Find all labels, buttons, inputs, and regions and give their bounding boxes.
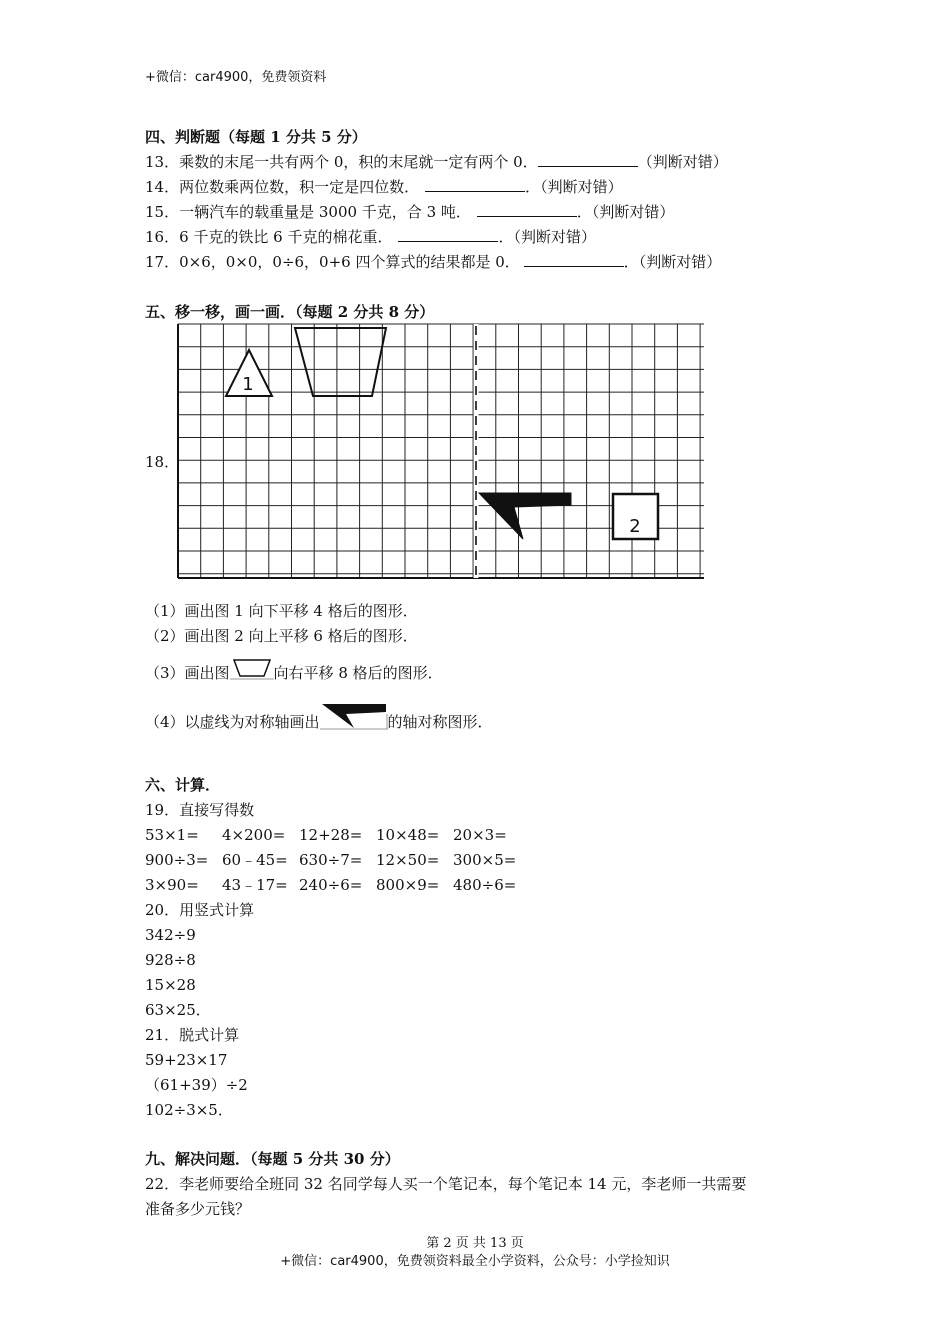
task-3-after: 向右平移 8 格后的图形． <box>273 664 443 682</box>
header-note: +微信：car4900，免费领资料 <box>145 70 327 85</box>
calc-item: 20×3= <box>453 826 507 844</box>
calc-item: 900÷3= <box>145 851 209 869</box>
page-number: 第 2 页 共 13 页 <box>426 1236 524 1251</box>
question-17 <box>145 252 721 272</box>
question-suffix: ．（判断对错） <box>498 228 596 246</box>
q20-item: 928÷8 <box>145 951 196 969</box>
calc-item: 630÷7= <box>299 851 363 869</box>
question-text: 16．6 千克的铁比 6 千克的棉花重． <box>145 228 393 246</box>
answer-blank[interactable] <box>538 152 638 167</box>
task-3-before: （3）画出图 <box>145 664 230 682</box>
q20-item: 342÷9 <box>145 926 196 944</box>
figure-2-label: 2 <box>629 516 641 537</box>
answer-blank[interactable] <box>425 177 525 192</box>
task-4 <box>145 712 493 732</box>
task-1: （1）画出图 1 向下平移 4 格后的图形． <box>145 602 418 620</box>
question-22-line2: 准备多少元钱？ <box>145 1200 251 1218</box>
section4-title: 四、判断题（每题 1 分共 5 分） <box>145 128 367 146</box>
answer-blank[interactable] <box>477 202 577 217</box>
section6-title: 六、计算． <box>145 776 221 794</box>
trapezoid-figure <box>295 328 386 396</box>
calc-item: 12×50= <box>376 851 440 869</box>
task-2: （2）画出图 2 向上平移 6 格后的图形． <box>145 627 418 645</box>
drawing-grid <box>176 322 706 580</box>
answer-blank[interactable] <box>398 227 498 242</box>
question-20: 20．用竖式计算 <box>145 901 255 919</box>
question-suffix: ．（判断对错） <box>623 253 722 271</box>
flag-shape-figure <box>479 493 571 539</box>
calc-item: 53×1= <box>145 826 199 844</box>
section5-title: 五、移一移，画一画．（每题 2 分共 8 分） <box>145 303 435 321</box>
calc-item: 10×48= <box>376 826 440 844</box>
question-15 <box>145 202 674 222</box>
calc-row-1 <box>145 825 507 845</box>
question-text: 13．乘数的末尾一共有两个 0，积的末尾就一定有两个 0． <box>145 153 538 171</box>
question-text: 14．两位数乘两位数，积一定是四位数． <box>145 178 420 196</box>
calc-item: 60﹣45= <box>222 851 288 869</box>
q21-item: 59+23×17 <box>145 1051 228 1069</box>
question-text: 15．一辆汽车的载重量是 3000 千克，合 3 吨． <box>145 203 471 221</box>
question-13 <box>145 152 728 172</box>
calc-row-3 <box>145 875 516 895</box>
calc-item: 43﹣17= <box>222 876 288 894</box>
question-18-number: 18． <box>145 453 180 471</box>
calc-item: 4×200= <box>222 826 286 844</box>
question-22-line1: 22．李老师要给全班同 32 名同学每人买一个笔记本，每个笔记本 14 元，李老师一共需要 <box>145 1175 747 1193</box>
question-suffix: （判断对错） <box>637 153 728 171</box>
calc-item: 800×9= <box>376 876 440 894</box>
footer-note: +微信：car4900，免费领资料最全小学资料，公众号：小学捡知识 <box>280 1254 670 1269</box>
answer-blank[interactable] <box>524 252 624 267</box>
q21-item: 102÷3×5． <box>145 1101 233 1119</box>
question-text: 17．0×6，0×0，0÷6，0+6 四个算式的结果都是 0． <box>145 253 520 271</box>
section9-title: 九、解决问题．（每题 5 分共 30 分） <box>145 1150 400 1168</box>
task-4-after: 的轴对称图形． <box>387 713 493 731</box>
calc-item: 12+28= <box>299 826 363 844</box>
calc-item: 300×5= <box>453 851 517 869</box>
calc-item: 480÷6= <box>453 876 517 894</box>
flag-shape-icon <box>320 702 388 730</box>
task-3 <box>145 663 443 683</box>
trapezoid-icon <box>230 658 274 680</box>
calc-item: 240÷6= <box>299 876 363 894</box>
calc-item: 3×90= <box>145 876 199 894</box>
question-19: 19．直接写得数 <box>145 801 255 819</box>
question-21: 21．脱式计算 <box>145 1026 240 1044</box>
q20-item: 63×25． <box>145 1001 211 1019</box>
calc-row-2 <box>145 850 516 870</box>
question-16 <box>145 227 596 247</box>
q21-item: （61+39）÷2 <box>145 1076 248 1094</box>
question-suffix: ．（判断对错） <box>525 178 623 196</box>
task-4-before: （4）以虚线为对称轴画出 <box>145 713 320 731</box>
question-suffix: ．（判断对错） <box>576 203 675 221</box>
figure-1-label: 1 <box>242 374 254 395</box>
q20-item: 15×28 <box>145 976 196 994</box>
question-14 <box>145 177 623 197</box>
